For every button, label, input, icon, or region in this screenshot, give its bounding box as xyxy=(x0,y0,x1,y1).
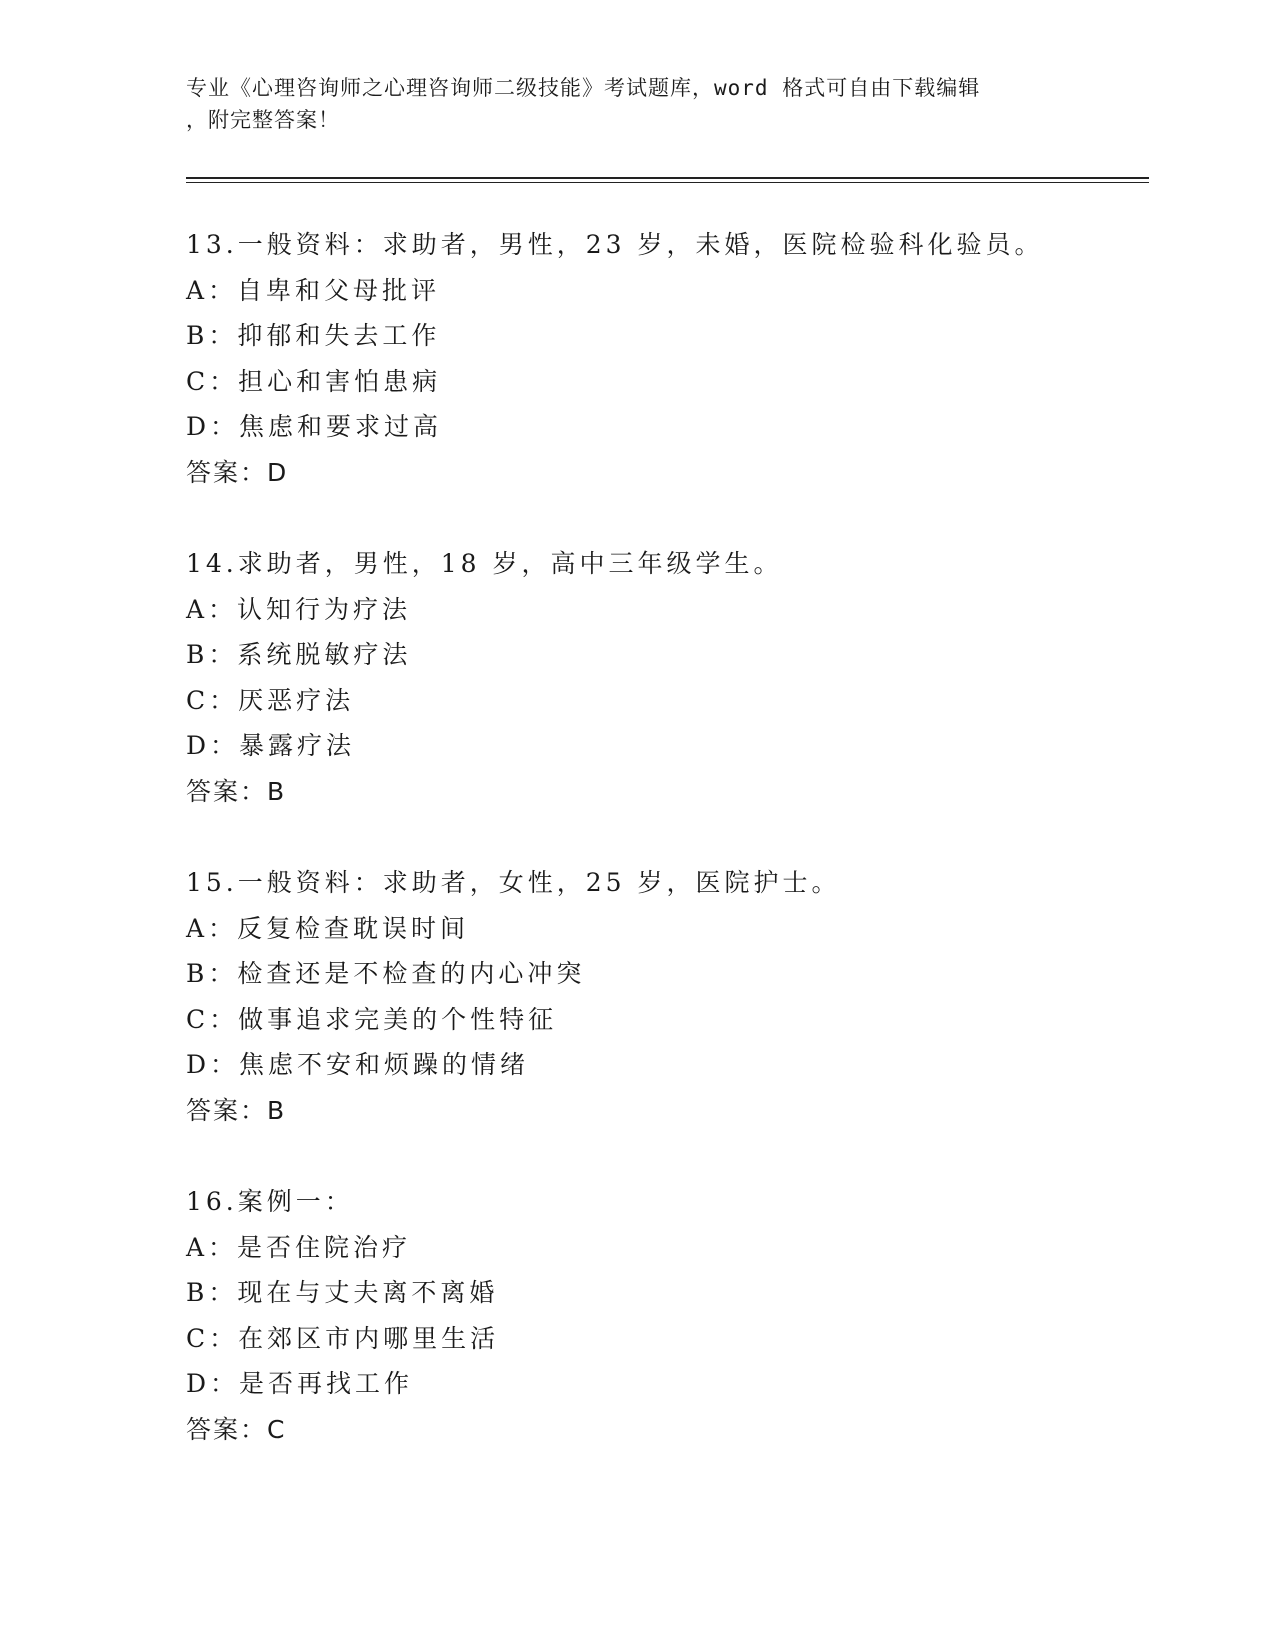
answer: 答案：B xyxy=(186,776,287,806)
option-a: A：认知行为疗法 xyxy=(186,594,412,624)
question-14 xyxy=(186,541,783,814)
option-b: B：检查还是不检查的内心冲突 xyxy=(186,959,586,988)
option-c: C：厌恶疗法 xyxy=(186,685,355,715)
answer: 答案：B xyxy=(186,1095,287,1125)
option-a: A：自卑和父母批评 xyxy=(186,275,441,305)
option-d: D：焦虑不安和烦躁的情绪 xyxy=(186,1050,530,1079)
header-divider xyxy=(186,177,1149,183)
option-d: D：暴露疗法 xyxy=(186,731,356,760)
option-a: A：反复检查耽误时间 xyxy=(186,913,470,943)
question-stem: 16.案例一： xyxy=(186,1187,354,1216)
question-15 xyxy=(186,860,841,1133)
question-stem: 14.求助者，男性，18 岁，高中三年级学生。 xyxy=(186,549,783,578)
question-stem: 15.一般资料：求助者，女性，25 岁，医院护士。 xyxy=(186,868,841,897)
option-b: B：抑郁和失去工作 xyxy=(186,321,441,350)
option-d: D：是否再找工作 xyxy=(186,1369,414,1398)
answer: 答案：C xyxy=(186,1414,287,1444)
option-c: C：在郊区市内哪里生活 xyxy=(186,1323,500,1353)
document-header xyxy=(186,72,1086,136)
option-a: A：是否住院治疗 xyxy=(186,1232,412,1262)
answer: 答案：D xyxy=(186,457,289,487)
option-c: C：担心和害怕患病 xyxy=(186,366,442,396)
header-line-2: ，附完整答案！ xyxy=(186,108,340,132)
option-d: D：焦虑和要求过高 xyxy=(186,412,443,441)
option-c: C：做事追求完美的个性特征 xyxy=(186,1004,558,1034)
header-line-1: 专业《心理咨询师之心理咨询师二级技能》考试题库，word 格式可自由下载编辑 xyxy=(186,76,981,100)
option-b: B：现在与丈夫离不离婚 xyxy=(186,1278,499,1307)
question-stem: 13.一般资料：求助者，男性，23 岁，未婚，医院检验科化验员。 xyxy=(186,230,1044,259)
option-b: B：系统脱敏疗法 xyxy=(186,640,412,669)
question-16 xyxy=(186,1179,499,1452)
question-13 xyxy=(186,222,1044,495)
